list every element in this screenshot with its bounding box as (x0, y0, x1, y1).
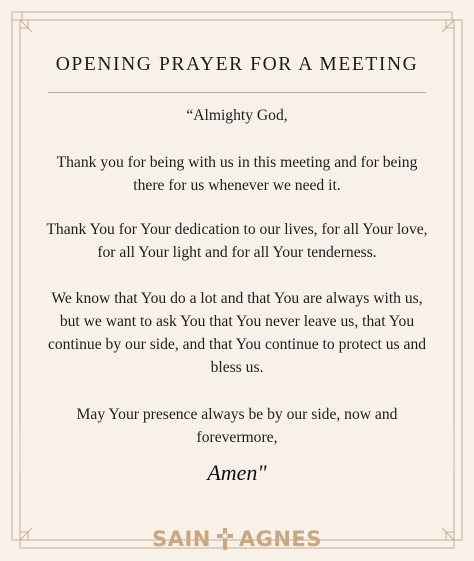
brand-text-left: SAIN (152, 527, 211, 551)
prayer-paragraph-3: We know that You do a lot and that You are always with us, but we want to ask You that You never leave us, that You continue by our side, and that You continue to protect us and bless us. (47, 290, 427, 376)
prayer-paragraph-2: Thank You for Your dedication to our lives, for all Your love, for all Your light and for all Your tenderness. (46, 221, 428, 261)
prayer-closing: Amen" (207, 460, 267, 485)
title-divider (48, 92, 426, 93)
prayer-paragraph-4: May Your presence always be by our side, now and forevermore, (76, 406, 398, 446)
cross-icon (214, 526, 236, 552)
brand-logo (0, 524, 474, 554)
prayer-paragraph-1: Thank you for being with us in this meeting and for being there for us whenever we need it. (56, 154, 418, 194)
brand-text-right: AGNES (238, 527, 322, 551)
page-title: OPENING PRAYER FOR A MEETING (55, 54, 419, 75)
prayer-greeting: “Almighty God, (186, 107, 288, 124)
